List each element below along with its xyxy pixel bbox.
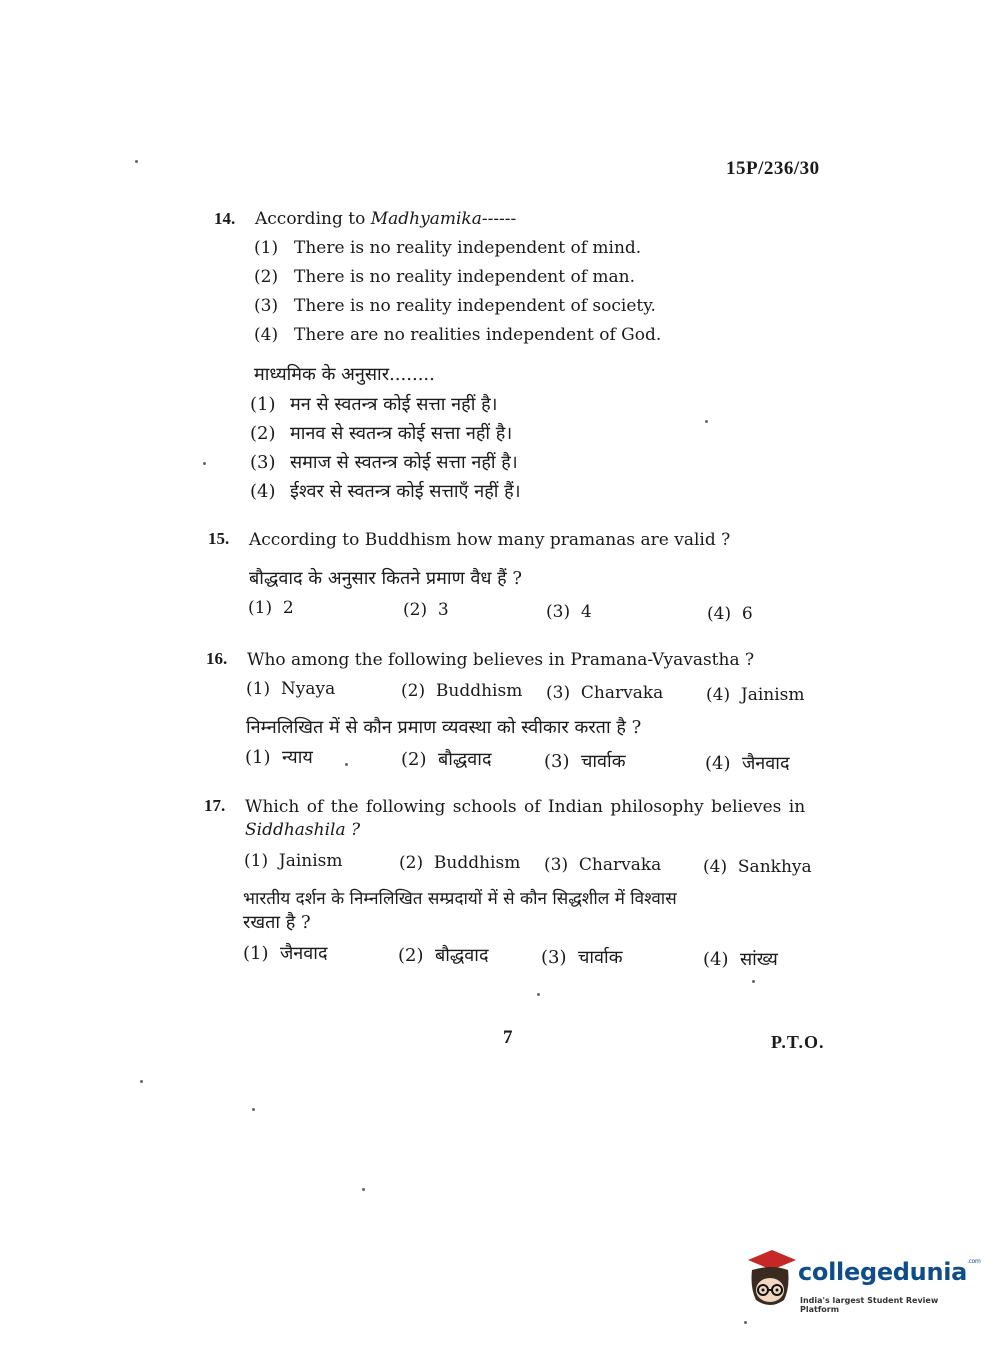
question-number: 15.: [208, 529, 230, 548]
option-hi: (4) जैनवाद: [705, 753, 790, 774]
paper-code: 15P/236/30: [726, 158, 820, 179]
scan-speck: [705, 420, 708, 423]
option-en: (3) Charvaka: [546, 683, 664, 703]
option-en: (4) Sankhya: [703, 857, 812, 877]
option-en: (1) Nyaya: [246, 679, 336, 699]
option-en: (4) There are no realities independent of God.: [254, 325, 662, 345]
brand-tagline: India's largest Student Review Platform: [800, 1296, 939, 1314]
collegedunia-logo: [742, 1248, 981, 1314]
option-hi: (2) बौद्धवाद: [398, 945, 489, 966]
option-en: (3) There is no reality independent of society.: [254, 296, 656, 316]
question-text-hi: निम्नलिखित में से कौन प्रमाण व्यवस्था को स्वीकार करता है ?: [246, 717, 642, 738]
option-hi: (3) चार्वाक: [544, 751, 626, 772]
question-text-en-cont: Siddhashila ?: [245, 820, 361, 840]
option: (2) 3: [403, 600, 449, 620]
question-number: 16.: [206, 649, 228, 668]
option-hi: (1) मन से स्वतन्त्र कोई सत्ता नहीं है।: [250, 394, 498, 415]
pto-label: P.T.O.: [771, 1032, 825, 1052]
scan-speck: [140, 1080, 143, 1083]
question-text-hi: माध्यमिक के अनुसार........: [254, 364, 435, 385]
question-text-en: Which of the following schools of Indian philosophy believes in: [245, 797, 806, 817]
option-hi: (1) जैनवाद: [243, 943, 328, 964]
scan-speck: [744, 1321, 747, 1324]
option-hi: (3) चार्वाक: [541, 947, 623, 968]
question-text-en: According to Madhyamika------: [255, 209, 517, 229]
option-hi: (2) मानव से स्वतन्त्र कोई सत्ता नहीं है।: [250, 423, 513, 444]
option-hi: (4) ईश्वर से स्वतन्त्र कोई सत्ताएँ नहीं हैं।: [250, 481, 521, 502]
question-number: 17.: [204, 796, 226, 815]
question-text-hi-cont: रखता है ?: [243, 912, 311, 933]
option-en: (2) Buddhism: [399, 853, 521, 873]
option: (1) 2: [248, 598, 294, 618]
option-en: (1) There is no reality independent of mind.: [254, 238, 642, 258]
scan-speck: [362, 1188, 365, 1191]
option-en: (2) There is no reality independent of man.: [254, 267, 636, 287]
brand-name: collegedunia$^{.com}$: [798, 1258, 981, 1286]
question-text-hi: बौद्धवाद के अनुसार कितने प्रमाण वैध हैं ?: [249, 568, 523, 589]
option-hi: (4) सांख्य: [703, 949, 778, 970]
option-hi: (3) समाज से स्वतन्त्र कोई सत्ता नहीं है।: [250, 452, 518, 473]
scan-speck: [537, 993, 540, 996]
option-en: (3) Charvaka: [544, 855, 662, 875]
scan-speck: [752, 980, 755, 983]
mascot-icon: [742, 1248, 798, 1310]
page-number: 7: [503, 1027, 513, 1048]
option-hi: (2) बौद्धवाद: [401, 749, 492, 770]
scan-speck: [252, 1108, 255, 1111]
option-en: (1) Jainism: [244, 851, 343, 871]
scan-speck: [135, 160, 138, 163]
option: (3) 4: [546, 602, 592, 622]
scan-speck: [345, 763, 348, 766]
question-number: 14.: [214, 209, 236, 228]
option-en: (2) Buddhism: [401, 681, 523, 701]
question-text-en: Who among the following believes in Pramana-Vyavastha ?: [247, 650, 755, 670]
question-text-en: According to Buddhism how many pramanas are valid ?: [249, 530, 731, 550]
scan-speck: [203, 462, 206, 465]
option-hi: (1) न्याय: [245, 747, 313, 768]
option-en: (4) Jainism: [706, 685, 805, 705]
option: (4) 6: [707, 604, 753, 624]
question-text-hi: भारतीय दर्शन के निम्नलिखित सम्प्रदायों में से कौन सिद्धशील में विश्वास: [243, 889, 677, 909]
